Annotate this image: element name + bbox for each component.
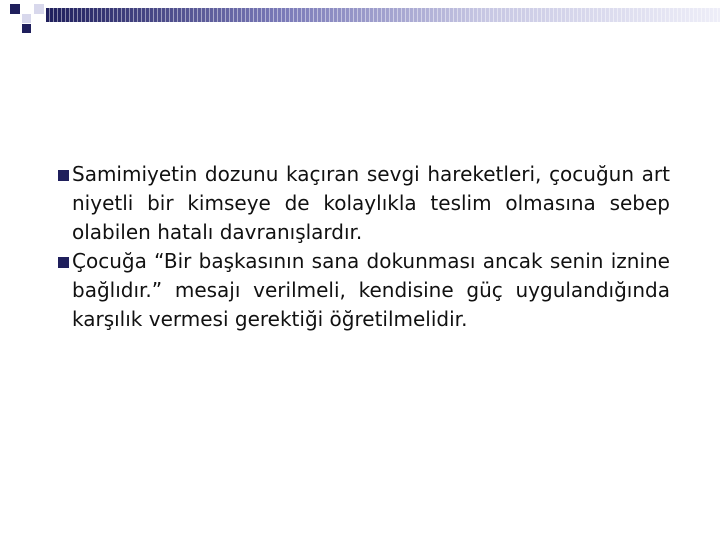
- decor-square: [22, 14, 31, 23]
- decor-square: [10, 4, 20, 14]
- bullet-text: Çocuğa “Bir başkasının sana dokunması ancak senin iznine bağlıdır.” mesajı verilmeli, kendisine güç uygulandığında karşılık vermesi gerektiği öğretilmelidir.: [72, 249, 670, 331]
- bullet-text: Samimiyetin dozunu kaçıran sevgi hareketleri, çocuğun art niyetli bir kimseye de kolaylıkla teslim olmasına sebep olabilen hatalı davranışlardır.: [72, 162, 670, 244]
- square-bullet-icon: [58, 257, 69, 268]
- bullet-list: [58, 160, 670, 334]
- bullet-item-1: [58, 160, 670, 247]
- bullet-item-2: [58, 247, 670, 334]
- header-gradient-bar: [46, 8, 720, 22]
- decor-square: [22, 24, 31, 33]
- square-bullet-icon: [58, 170, 69, 181]
- decor-square: [34, 4, 44, 14]
